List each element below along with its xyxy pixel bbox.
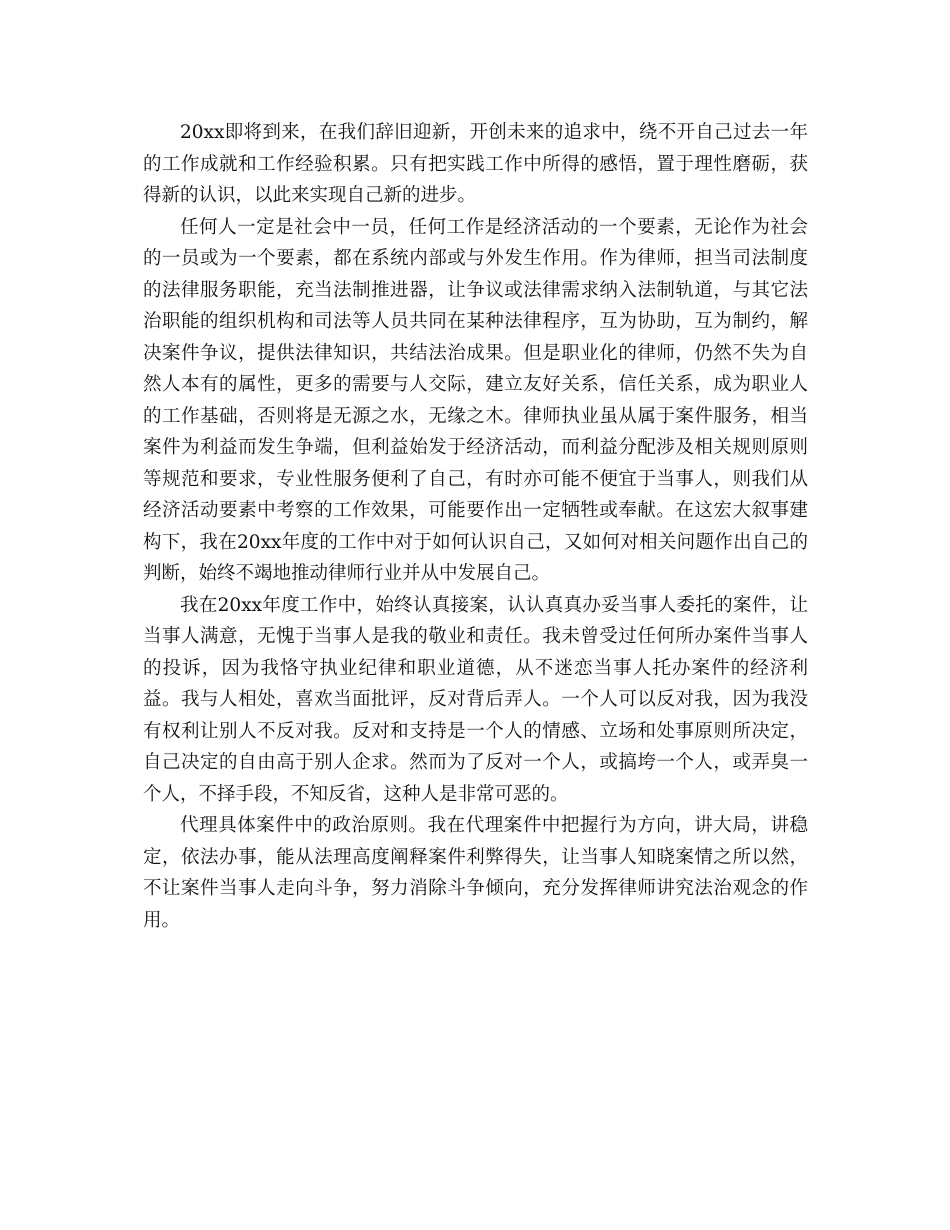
- document-body: [143, 117, 808, 936]
- paragraph-political-principle: 代理具体案件中的政治原则。我在代理案件中把握行为方向，讲大局，讲稳定，依法办事，能从法理高度阐释案件利弊得失，让当事人知晓案情之所以然，不让案件当事人走向斗争，努力消除斗争倾向，充分发挥律师讲究法治观念的作用。: [143, 815, 808, 931]
- paragraph-intro: 20xx即将到来，在我们辞旧迎新，开创未来的追求中，绕不开自己过去一年的工作成就和工作经验积累。只有把实践工作中所得的感悟，置于理性磨砺，获得新的认识，以此来实现自己新的进步。: [143, 122, 808, 206]
- paragraph-lawyer-role: 任何人一定是社会中一员，任何工作是经济活动的一个要素，无论作为社会的一员或为一个要素，都在系统内部或与外发生作用。作为律师，担当司法制度的法律服务职能，充当法制推进器，让争议或法律需求纳入法制轨道，与其它法治职能的组织机构和司法等人员共同在某种法律程序，互为协助，互为制约，解决案件争议，提供法律知识，共结法治成果。但是职业化的律师，仍然不失为自然人本有的属性，更多的需要与人交际，建立友好关系，信任关系，成为职业人的工作基础，否则将是无源之水，无缘之木。律师执业虽从属于案件服务，相当案件为利益而发生争端，但利益始发于经济活动，而利益分配涉及相关规则原则等规范和要求，专业性服务便利了自己，有时亦可能不便宜于当事人，则我们从经济活动要素中考察的工作效果，可能要作出一定牺牲或奉献。在这宏大叙事建构下，我在20xx年度的工作中对于如何认识自己，又如何对相关问题作出自己的判断，始终不竭地推动律师行业并从中发展自己。: [143, 216, 808, 584]
- paragraph-work-ethics: 我在20xx年度工作中，始终认真接案，认认真真办妥当事人委托的案件，让当事人满意，无愧于当事人是我的敬业和责任。我未曾受过任何所办案件当事人的投诉，因为我恪守执业纪律和职业道德，从不迷恋当事人托办案件的经济利益。我与人相处，喜欢当面批评，反对背后弄人。一个人可以反对我，因为我没有权利让别人不反对我。反对和支持是一个人的情感、立场和处事原则所决定，自己决定的自由高于别人企求。然而为了反对一个人，或搞垮一个人，或弄臭一个人，不择手段，不知反省，这种人是非常可恶的。: [143, 594, 808, 805]
